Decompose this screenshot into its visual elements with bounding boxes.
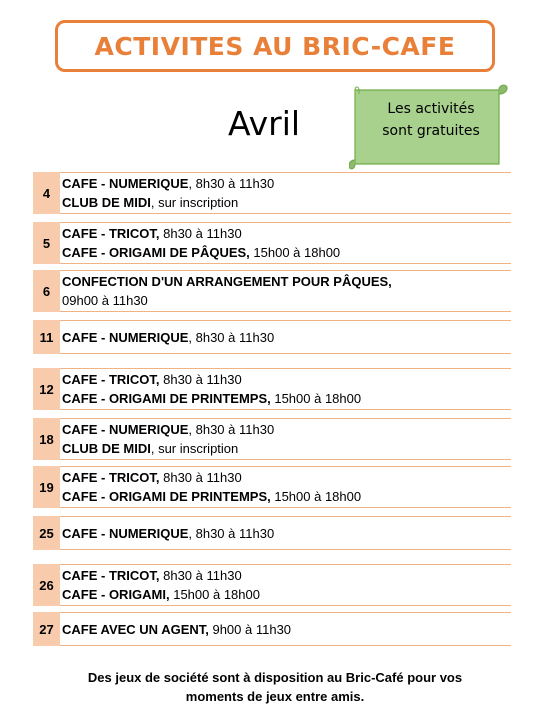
activity-line bbox=[62, 439, 511, 458]
activity-details bbox=[60, 516, 511, 550]
activity-line bbox=[62, 291, 511, 310]
activity-line bbox=[62, 174, 511, 193]
activity-name: CAFE - ORIGAMI DE PRINTEMPS, bbox=[62, 391, 271, 406]
activity-time: 15h00 à 18h00 bbox=[270, 489, 362, 504]
activity-line bbox=[62, 224, 511, 243]
activity-row bbox=[33, 172, 511, 214]
activity-time: 8h30 à 11h30 bbox=[159, 226, 242, 241]
activity-line bbox=[62, 487, 511, 506]
activity-name: CAFE - ORIGAMI, bbox=[62, 587, 170, 602]
activity-details bbox=[60, 172, 511, 214]
activity-time: , 8h30 à 11h30 bbox=[188, 422, 275, 437]
activity-time: , 8h30 à 11h30 bbox=[188, 176, 275, 191]
activity-name: CAFE - TRICOT, bbox=[62, 226, 160, 241]
activity-time: , 8h30 à 11h30 bbox=[188, 329, 275, 345]
activity-row bbox=[33, 320, 511, 354]
activity-time: 9h00 à 11h30 bbox=[208, 621, 292, 637]
activity-time: 15h00 à 18h00 bbox=[169, 587, 260, 602]
activity-row bbox=[33, 612, 511, 646]
activity-row bbox=[33, 516, 511, 550]
activity-line bbox=[62, 524, 511, 543]
activity-details bbox=[60, 222, 511, 264]
activity-name: CAFE - TRICOT, bbox=[62, 470, 160, 485]
day-number: 26 bbox=[33, 564, 60, 606]
footer-line-2: moments de jeux entre amis. bbox=[185, 689, 365, 704]
footer-note bbox=[40, 668, 510, 706]
activity-name: CAFE - NUMERIQUE bbox=[62, 422, 189, 437]
activity-details bbox=[60, 368, 511, 410]
activity-details bbox=[60, 270, 511, 312]
month-heading: Avril bbox=[228, 104, 301, 143]
activity-row bbox=[33, 418, 511, 460]
activity-line bbox=[62, 328, 511, 347]
activity-time: 15h00 à 18h00 bbox=[249, 245, 341, 260]
activity-details bbox=[60, 418, 511, 460]
banner-line-1: Les activités bbox=[387, 101, 475, 117]
banner-line-2: sont gratuites bbox=[382, 123, 480, 139]
activity-line bbox=[62, 243, 511, 262]
day-number: 27 bbox=[33, 612, 60, 646]
activity-row bbox=[33, 564, 511, 606]
activity-details bbox=[60, 320, 511, 354]
activity-name: CAFE - TRICOT, bbox=[62, 568, 160, 583]
activity-details bbox=[60, 466, 511, 508]
activity-name: CAFE - ORIGAMI DE PRINTEMPS, bbox=[62, 489, 271, 504]
activity-row bbox=[33, 466, 511, 508]
activity-name: CAFE - NUMERIQUE bbox=[62, 176, 189, 191]
day-number: 5 bbox=[33, 222, 60, 264]
title-banner bbox=[55, 20, 495, 72]
activity-time: 8h30 à 11h30 bbox=[159, 568, 242, 583]
activity-time: , sur inscription bbox=[150, 441, 239, 456]
activity-details bbox=[60, 612, 511, 646]
day-number: 12 bbox=[33, 368, 60, 410]
activity-name: CLUB DE MIDI bbox=[62, 195, 151, 210]
banner-text bbox=[361, 98, 501, 142]
activity-line bbox=[62, 389, 511, 408]
activity-time: , sur inscription bbox=[150, 195, 239, 210]
day-number: 4 bbox=[33, 172, 60, 214]
activity-line bbox=[62, 585, 511, 604]
activity-line bbox=[62, 566, 511, 585]
activity-line bbox=[62, 468, 511, 487]
day-number: 18 bbox=[33, 418, 60, 460]
activity-line bbox=[62, 620, 511, 639]
free-activities-banner bbox=[349, 84, 509, 170]
day-number: 6 bbox=[33, 270, 60, 312]
activity-row bbox=[33, 270, 511, 312]
activity-name: CAFE - TRICOT, bbox=[62, 372, 160, 387]
day-number: 19 bbox=[33, 466, 60, 508]
activity-time: 8h30 à 11h30 bbox=[159, 470, 242, 485]
activity-line bbox=[62, 193, 511, 212]
activity-time: , 8h30 à 11h30 bbox=[188, 525, 275, 541]
activity-name: CAFE - ORIGAMI DE PÂQUES, bbox=[62, 245, 250, 260]
activity-time: 15h00 à 18h00 bbox=[270, 391, 362, 406]
day-number: 25 bbox=[33, 516, 60, 550]
activity-time: 8h30 à 11h30 bbox=[159, 372, 242, 387]
activity-details bbox=[60, 564, 511, 606]
activity-name: CAFE - NUMERIQUE bbox=[62, 329, 189, 345]
footer-line-1: Des jeux de société sont à disposition au Bric-Café pour vos bbox=[87, 670, 463, 685]
activity-line bbox=[62, 370, 511, 389]
activity-line bbox=[62, 420, 511, 439]
activity-line bbox=[62, 272, 511, 291]
activity-row bbox=[33, 368, 511, 410]
activity-row bbox=[33, 222, 511, 264]
day-number: 11 bbox=[33, 320, 60, 354]
activity-name: CONFECTION D'UN ARRANGEMENT POUR PÂQUES, bbox=[62, 274, 392, 289]
activity-name: CAFE - NUMERIQUE bbox=[62, 525, 189, 541]
page-title: ACTIVITES AU BRIC-CAFE bbox=[94, 31, 456, 61]
activity-name: CAFE AVEC UN AGENT, bbox=[62, 621, 209, 637]
activity-name: CLUB DE MIDI bbox=[62, 441, 151, 456]
activity-time: 09h00 à 11h30 bbox=[62, 293, 148, 308]
